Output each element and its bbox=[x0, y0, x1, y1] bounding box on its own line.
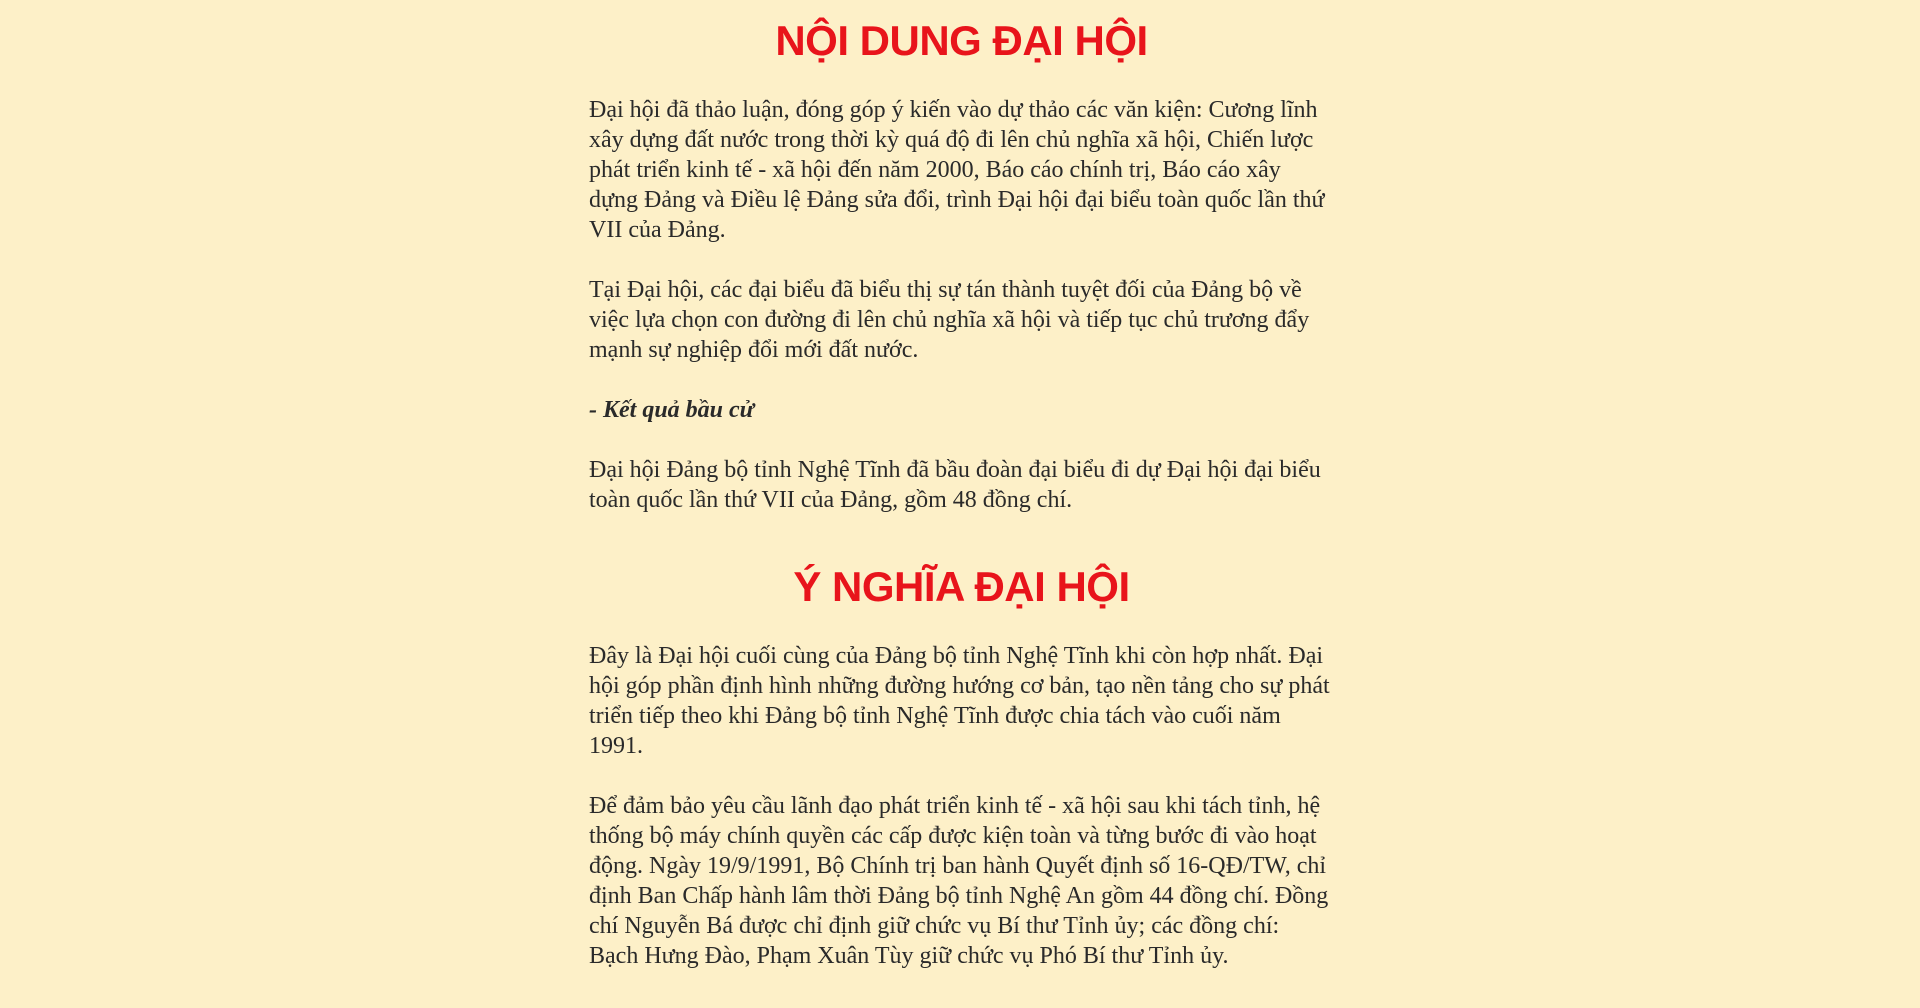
section-title-noi-dung: NỘI DUNG ĐẠI HỘI bbox=[775, 17, 1148, 64]
paragraph-tan-thanh: Tại Đại hội, các đại biểu đã biểu thị sự tán thành tuyệt đối của Đảng bộ về việc lựa chọn con đường đi lên chủ nghĩa xã hội và tiếp tục chủ trương đẩy mạnh sự nghiệp đổi mới đất nước. bbox=[589, 277, 1310, 363]
section-title-y-nghia: Ý NGHĨA ĐẠI HỘI bbox=[793, 563, 1130, 610]
paragraph-dai-hoi-cuoi-cung: Đây là Đại hội cuối cùng của Đảng bộ tỉnh Nghệ Tĩnh khi còn hợp nhất. Đại hội góp phần định hình những đường hướng cơ bản, tạo nền tảng cho sự phát triển tiếp theo khi Đảng bộ tỉnh Nghệ Tĩnh được chia tách vào cuối năm 1991. bbox=[589, 643, 1330, 759]
paragraph-bo-may-chinh-quyen: Để đảm bảo yêu cầu lãnh đạo phát triển kinh tế - xã hội sau khi tách tỉnh, hệ thống bộ máy chính quyền các cấp được kiện toàn và từng bước đi vào hoạt động. Ngày 19/9/1991, Bộ Chính trị ban hành Quyết định số 16-QĐ/TW, chỉ định Ban Chấp hành lâm thời Đảng bộ tỉnh Nghệ An gồm 44 đồng chí. Đồng chí Nguyễn Bá được chỉ định giữ chức vụ Bí thư Tỉnh ủy; các đồng chí: Bạch Hưng Đào, Phạm Xuân Tùy giữ chức vụ Phó Bí thư Tỉnh ủy. bbox=[589, 793, 1329, 969]
subheading-ket-qua-bau-cu: - Kết quả bầu cử bbox=[589, 397, 755, 423]
paragraph-van-kien: Đại hội đã thảo luận, đóng góp ý kiến vào dự thảo các văn kiện: Cương lĩnh xây dựng đất nước trong thời kỳ quá độ đi lên chủ nghĩa xã hội, Chiến lược phát triển kinh tế - xã hội đến năm 2000, Báo cáo chính trị, Báo cáo xây dựng Đảng và Điều lệ Đảng sửa đổi, trình Đại hội đại biểu toàn quốc lần thứ VII của Đảng. bbox=[589, 97, 1325, 243]
paragraph-doan-dai-bieu: Đại hội Đảng bộ tỉnh Nghệ Tĩnh đã bầu đoàn đại biểu đi dự Đại hội đại biểu toàn quốc lần thứ VII của Đảng, gồm 48 đồng chí. bbox=[589, 457, 1321, 513]
